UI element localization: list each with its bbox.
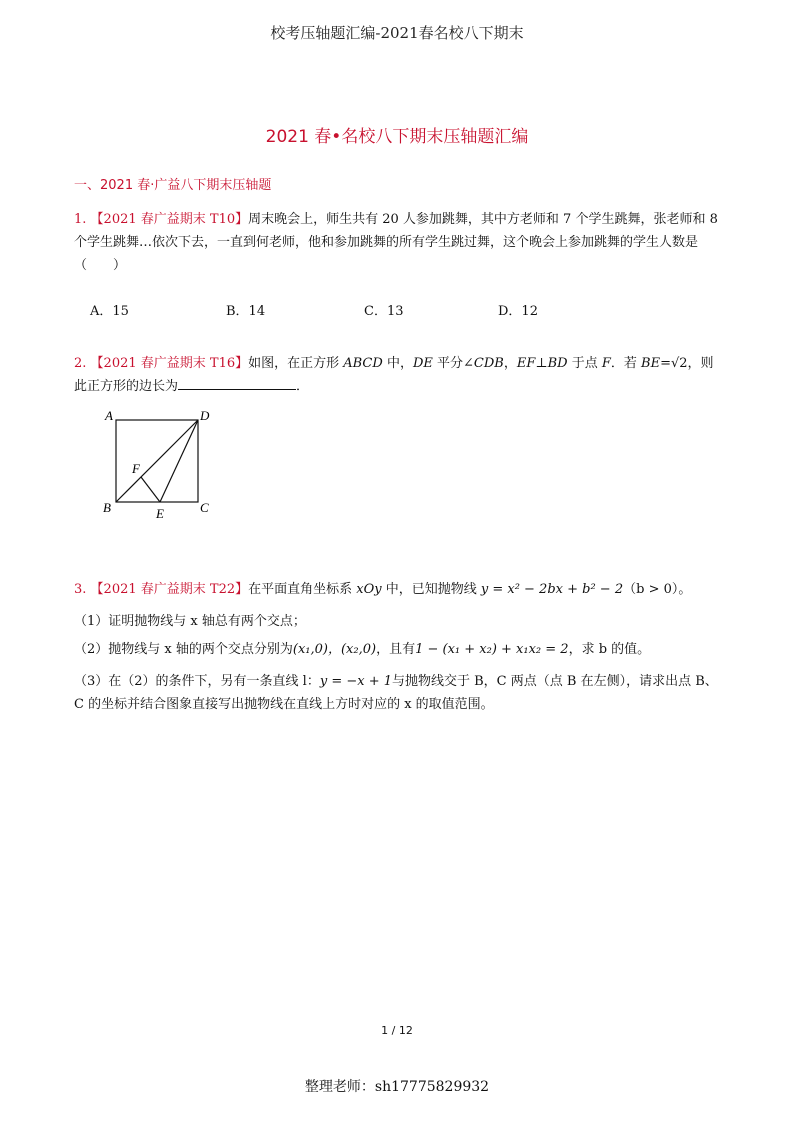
option-c: C．13 — [364, 304, 404, 319]
label-d: D — [200, 408, 210, 423]
math-points: (x₁,0)，(x₂,0) — [292, 642, 377, 657]
math-line: y = −x + 1 — [319, 674, 392, 689]
question-text: 与抛物线交于 B，C 两点（点 B 在左侧），请求出点 B、C 的坐标并结合图象直接写出抛物线在直线上方时对应的 x 的取值范围。 — [74, 674, 718, 712]
question-number: 2. — [74, 356, 87, 371]
answer-blank — [178, 375, 296, 390]
question-text: 。 — [678, 582, 692, 597]
question-text: 如图，在正方形 — [248, 356, 344, 371]
label-b: B — [103, 500, 111, 515]
question-3 — [74, 578, 724, 601]
option-a: A．15 — [90, 304, 129, 319]
math-equation: 1 − (x₁ + x₂) + x₁x₂ = 2 — [415, 642, 569, 657]
math-xoy: xOy — [356, 582, 382, 597]
footer-teacher: 整理老师：sh17775829932 — [304, 1079, 490, 1095]
question-text: 平分∠ — [432, 356, 474, 371]
question-source-tag: 【2021 春广益期末 T16】 — [90, 356, 249, 371]
question-3-part-2 — [74, 638, 724, 661]
square-figure — [100, 404, 230, 522]
question-text: 于点 — [567, 356, 602, 371]
question-text: ，则此正方形的边长为 — [74, 356, 714, 394]
math-abcd: ABCD — [343, 356, 383, 371]
question-text: 中，已知抛物线 — [381, 582, 481, 597]
question-text: 周末晚会上，师生共有 20 人参加跳舞，其中方老师和 7 个学生跳舞，张老师和 8 个学生跳舞…依次下去，一直到何老师，他和参加跳舞的所有学生跳过舞，这个晚会上参加跳舞的学生人数是（ ） — [74, 212, 718, 273]
label-e: E — [156, 506, 164, 521]
label-a: A — [105, 408, 113, 423]
math-parabola: y = x² − 2bx + b² − 2 — [480, 582, 624, 597]
section-heading: 一、2021 春·广益八下期末压轴题 — [74, 178, 272, 193]
segment-ef — [141, 477, 160, 502]
question-text: ． — [296, 379, 310, 394]
math-eq: =√2 — [660, 356, 688, 371]
question-number: 3. — [74, 582, 87, 597]
option-b: B．14 — [226, 304, 266, 319]
diagonal-bd — [116, 420, 198, 502]
question-number: 1. — [74, 212, 87, 227]
math-ef-bd: EF⊥BD — [516, 356, 568, 371]
question-text: 中， — [382, 356, 413, 371]
question-text: （3）在（2）的条件下，另有一条直线 l： — [74, 674, 320, 689]
option-d: D．12 — [498, 304, 538, 319]
question-text: ．若 — [610, 356, 642, 371]
math-de: DE — [412, 356, 433, 371]
question-text: 在平面直角坐标系 — [248, 582, 357, 597]
question-3-part-3 — [74, 670, 724, 716]
math-f: F — [601, 356, 611, 371]
question-text: ，且有 — [376, 642, 416, 657]
question-2 — [74, 352, 724, 398]
math-cdb: CDB — [473, 356, 504, 371]
document-title: 2021 春•名校八下期末压轴题汇编 — [265, 127, 529, 147]
question-source-tag: 【2021 春广益期末 T22】 — [90, 582, 249, 597]
page-number: 1 / 12 — [381, 1024, 413, 1037]
question-text: （2）抛物线与 x 轴的两个交点分别为 — [74, 642, 293, 657]
question-1 — [74, 208, 724, 277]
page-header: 校考压轴题汇编-2021春名校八下期末 — [270, 24, 524, 42]
question-3-part-1: （1）证明抛物线与 x 轴总有两个交点； — [74, 614, 306, 629]
label-f: F — [132, 461, 140, 476]
math-be: BE — [641, 356, 661, 371]
segment-de — [160, 420, 198, 502]
question-source-tag: 【2021 春广益期末 T10】 — [90, 212, 249, 227]
label-c: C — [200, 500, 209, 515]
math-condition: （b > 0） — [623, 582, 679, 597]
question-text: ，求 b 的值。 — [568, 642, 651, 657]
question-text: ， — [503, 356, 517, 371]
